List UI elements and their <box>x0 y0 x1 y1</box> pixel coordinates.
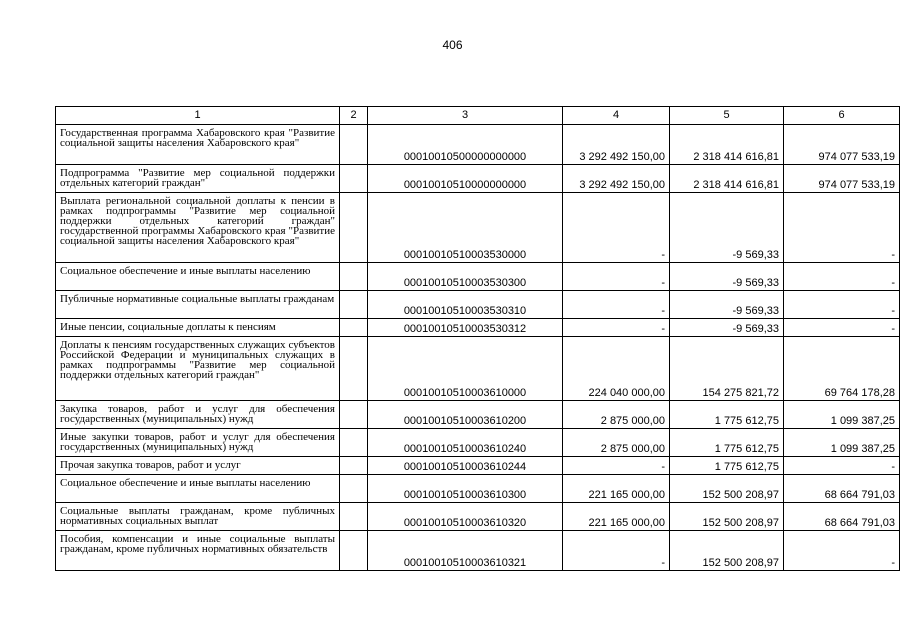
row-name-cell: Социальное обеспечение и иные выплаты населению <box>56 475 340 503</box>
row-value-col6: - <box>784 457 900 475</box>
row-code-cell: 00010010510003610200 <box>368 401 563 429</box>
row-value-col6: 974 077 533,19 <box>784 125 900 165</box>
row-col2-cell <box>340 263 368 291</box>
row-col2-cell <box>340 429 368 457</box>
header-col-6: 6 <box>784 107 900 125</box>
row-name-cell: Социальные выплаты гражданам, кроме публичных нормативных социальных выплат <box>56 503 340 531</box>
row-value-col5: 152 500 208,97 <box>670 531 784 571</box>
row-value-col5: 1 775 612,75 <box>670 401 784 429</box>
row-name-cell: Выплата региональной социальной доплаты к пенсии в рамках подпрограммы "Развитие мер социальной поддержки отдельных категорий граждан" государственной программы Хабаровского края "Развитие социальной защиты населения Хабаровского края" <box>56 193 340 263</box>
header-col-3: 3 <box>368 107 563 125</box>
table-row <box>56 475 900 503</box>
row-value-col5: 152 500 208,97 <box>670 475 784 503</box>
row-value-col4: 221 165 000,00 <box>563 503 670 531</box>
row-value-col4: - <box>563 531 670 571</box>
table-row <box>56 193 900 263</box>
row-value-col5: 1 775 612,75 <box>670 457 784 475</box>
row-col2-cell <box>340 457 368 475</box>
row-value-col4: 3 292 492 150,00 <box>563 125 670 165</box>
row-name-cell: Иные закупки товаров, работ и услуг для обеспечения государственных (муниципальных) нужд <box>56 429 340 457</box>
row-value-col5: 2 318 414 616,81 <box>670 165 784 193</box>
row-value-col6: - <box>784 531 900 571</box>
row-code-cell: 00010010510003610320 <box>368 503 563 531</box>
row-col2-cell <box>340 165 368 193</box>
row-value-col5: 2 318 414 616,81 <box>670 125 784 165</box>
header-col-2: 2 <box>340 107 368 125</box>
table-row <box>56 125 900 165</box>
row-value-col5: -9 569,33 <box>670 291 784 319</box>
row-value-col4: - <box>563 263 670 291</box>
row-col2-cell <box>340 193 368 263</box>
row-name-cell: Иные пенсии, социальные доплаты к пенсиям <box>56 319 340 337</box>
row-name-cell: Государственная программа Хабаровского края "Развитие социальной защиты населения Хабаровского края" <box>56 125 340 165</box>
table-row <box>56 401 900 429</box>
row-value-col6: 68 664 791,03 <box>784 503 900 531</box>
row-value-col6: - <box>784 319 900 337</box>
row-value-col4: - <box>563 291 670 319</box>
table-row <box>56 165 900 193</box>
row-code-cell: 00010010510003610000 <box>368 337 563 401</box>
row-value-col5: 1 775 612,75 <box>670 429 784 457</box>
row-code-cell: 00010010510003610321 <box>368 531 563 571</box>
row-name-cell: Закупка товаров, работ и услуг для обеспечения государственных (муниципальных) нужд <box>56 401 340 429</box>
row-code-cell: 00010010510003610244 <box>368 457 563 475</box>
row-value-col4: 221 165 000,00 <box>563 475 670 503</box>
row-value-col6: 1 099 387,25 <box>784 429 900 457</box>
row-col2-cell <box>340 337 368 401</box>
header-col-1: 1 <box>56 107 340 125</box>
table-row <box>56 457 900 475</box>
row-name-cell: Доплаты к пенсиям государственных служащих субъектов Российской Федерации и муниципальных служащих в рамках подпрограммы "Развитие мер социальной поддержки отдельных категорий граждан" <box>56 337 340 401</box>
row-col2-cell <box>340 291 368 319</box>
budget-table <box>55 106 900 571</box>
row-value-col5: 154 275 821,72 <box>670 337 784 401</box>
row-col2-cell <box>340 531 368 571</box>
row-value-col6: 974 077 533,19 <box>784 165 900 193</box>
row-value-col4: 224 040 000,00 <box>563 337 670 401</box>
row-value-col4: 3 292 492 150,00 <box>563 165 670 193</box>
row-value-col5: -9 569,33 <box>670 263 784 291</box>
row-col2-cell <box>340 475 368 503</box>
row-value-col6: - <box>784 263 900 291</box>
row-code-cell: 00010010500000000000 <box>368 125 563 165</box>
table-row <box>56 503 900 531</box>
table-row <box>56 531 900 571</box>
table-row <box>56 337 900 401</box>
row-name-cell: Публичные нормативные социальные выплаты гражданам <box>56 291 340 319</box>
table-body <box>56 125 900 571</box>
header-col-5: 5 <box>670 107 784 125</box>
row-value-col6: 68 664 791,03 <box>784 475 900 503</box>
row-value-col6: - <box>784 291 900 319</box>
row-name-cell: Подпрограмма "Развитие мер социальной поддержки отдельных категорий граждан" <box>56 165 340 193</box>
table-row <box>56 319 900 337</box>
row-col2-cell <box>340 503 368 531</box>
row-value-col6: - <box>784 193 900 263</box>
row-code-cell: 00010010510003610300 <box>368 475 563 503</box>
row-name-cell: Социальное обеспечение и иные выплаты населению <box>56 263 340 291</box>
row-code-cell: 00010010510003530312 <box>368 319 563 337</box>
row-value-col4: - <box>563 193 670 263</box>
row-value-col5: -9 569,33 <box>670 193 784 263</box>
row-col2-cell <box>340 401 368 429</box>
row-code-cell: 00010010510003530000 <box>368 193 563 263</box>
table-row <box>56 291 900 319</box>
row-value-col4: 2 875 000,00 <box>563 429 670 457</box>
row-code-cell: 00010010510000000000 <box>368 165 563 193</box>
row-value-col4: - <box>563 457 670 475</box>
row-col2-cell <box>340 319 368 337</box>
row-value-col5: -9 569,33 <box>670 319 784 337</box>
header-row <box>56 107 900 125</box>
row-value-col6: 1 099 387,25 <box>784 401 900 429</box>
table-row <box>56 263 900 291</box>
row-name-cell: Пособия, компенсации и иные социальные выплаты гражданам, кроме публичных нормативных обязательств <box>56 531 340 571</box>
row-name-cell: Прочая закупка товаров, работ и услуг <box>56 457 340 475</box>
row-col2-cell <box>340 125 368 165</box>
table-row <box>56 429 900 457</box>
page-number: 406 <box>442 38 463 52</box>
row-value-col4: 2 875 000,00 <box>563 401 670 429</box>
row-value-col6: 69 764 178,28 <box>784 337 900 401</box>
header-col-4: 4 <box>563 107 670 125</box>
row-value-col4: - <box>563 319 670 337</box>
row-value-col5: 152 500 208,97 <box>670 503 784 531</box>
table-header <box>56 107 900 125</box>
row-code-cell: 00010010510003530310 <box>368 291 563 319</box>
row-code-cell: 00010010510003610240 <box>368 429 563 457</box>
row-code-cell: 00010010510003530300 <box>368 263 563 291</box>
